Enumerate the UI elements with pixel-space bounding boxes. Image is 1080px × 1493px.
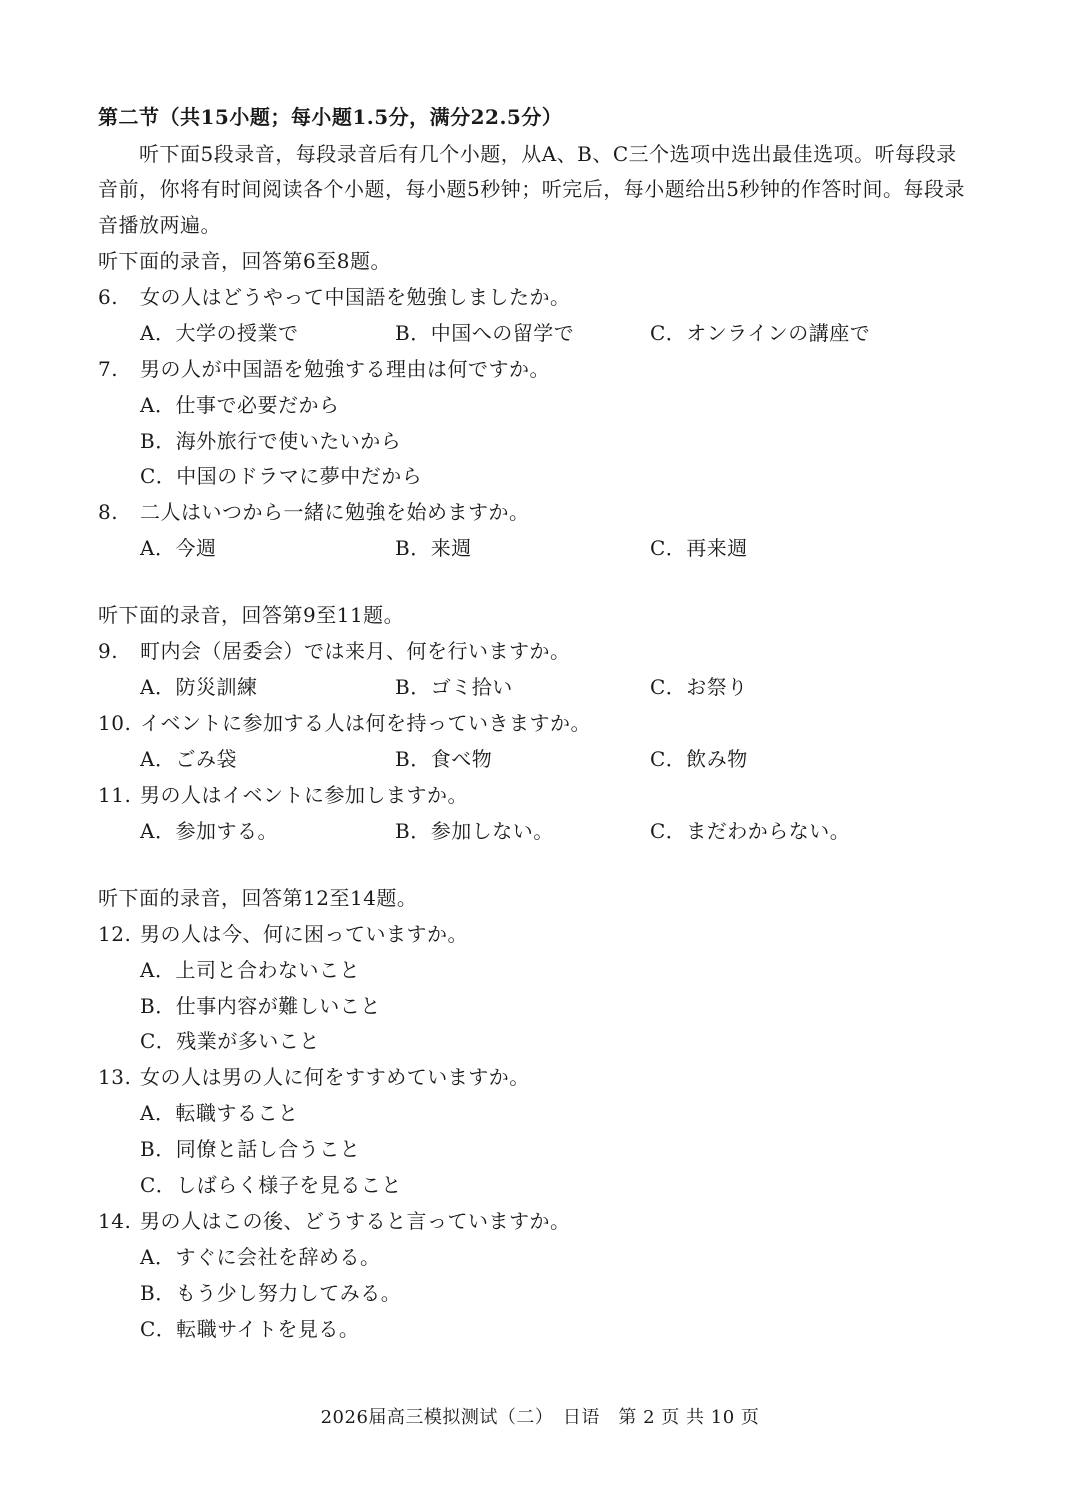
question-text: 町内会（居委会）では来月、何を行いますか。 <box>140 639 571 663</box>
option-c: C．オンラインの講座で <box>650 321 871 345</box>
question-text: 男の人はイベントに参加しますか。 <box>140 783 468 807</box>
option-b: B．中国への留学で <box>395 321 575 345</box>
option-c: C．再来週 <box>650 536 748 560</box>
instructions-line: 听下面5段录音，每段录音后有几个小题，从A、B、C三个选项中选出最佳选项。听每段录 <box>98 142 957 166</box>
question-text: 男の人が中国語を勉強する理由は何ですか。 <box>140 357 550 381</box>
option-b: B．食べ物 <box>395 747 493 771</box>
option-a: A．防災訓練 <box>140 675 258 699</box>
option-b: B．もう少し努力してみる。 <box>140 1281 402 1305</box>
option-c: C．お祭り <box>650 675 748 699</box>
question-number: 13. <box>98 1065 132 1089</box>
question-text: 男の人は今、何に困っていますか。 <box>140 922 468 946</box>
question-number: 9. <box>98 639 119 663</box>
option-c: C．飲み物 <box>650 747 748 771</box>
option-c: C．中国のドラマに夢中だから <box>140 464 423 488</box>
question-number: 10. <box>98 711 132 735</box>
option-a: A．ごみ袋 <box>140 747 237 771</box>
option-b: B．来週 <box>395 536 472 560</box>
option-b: B．参加しない。 <box>395 819 554 843</box>
option-a: A．転職すること <box>140 1101 299 1125</box>
option-b: B．海外旅行で使いたいから <box>140 429 402 453</box>
option-b: B．仕事内容が難しいこと <box>140 994 381 1018</box>
instructions-line: 音播放两遍。 <box>98 213 221 237</box>
question-number: 14. <box>98 1209 132 1233</box>
option-a: A．大学の授業で <box>140 321 299 345</box>
group-intro: 听下面的录音，回答第9至11题。 <box>98 603 405 627</box>
option-a: A．上司と合わないこと <box>140 958 360 982</box>
option-a: A．仕事で必要だから <box>140 393 340 417</box>
question-text: イベントに参加する人は何を持っていきますか。 <box>140 711 591 735</box>
group-intro: 听下面的录音，回答第6至8题。 <box>98 249 391 273</box>
option-a: A．すぐに会社を辞める。 <box>140 1245 381 1269</box>
question-text: 女の人は男の人に何をすすめていますか。 <box>140 1065 530 1089</box>
page-footer: 2026届高三模拟测试（二） 日语 第 2 页 共 10 页 <box>320 1407 760 1428</box>
question-number: 12. <box>98 922 132 946</box>
option-b: B．同僚と話し合うこと <box>140 1137 361 1161</box>
question-number: 7. <box>98 357 119 381</box>
option-a: A．今週 <box>140 536 217 560</box>
option-b: B．ゴミ拾い <box>395 675 513 699</box>
question-text: 女の人はどうやって中国語を勉強しましたか。 <box>140 285 571 309</box>
group-intro: 听下面的录音，回答第12至14题。 <box>98 886 418 910</box>
section-heading: 第二节（共15小题；每小题1.5分，满分22.5分） <box>98 105 563 129</box>
instructions-line: 音前，你将有时间阅读各个小题，每小题5秒钟；听完后，每小题给出5秒钟的作答时间。每段录 <box>98 177 965 201</box>
question-number: 6. <box>98 285 119 309</box>
question-number: 11. <box>98 783 132 807</box>
question-number: 8. <box>98 500 119 524</box>
option-a: A．参加する。 <box>140 819 278 843</box>
option-c: C．転職サイトを見る。 <box>140 1317 360 1341</box>
option-c: C．しばらく様子を見ること <box>140 1173 402 1197</box>
question-text: 男の人はこの後、どうすると言っていますか。 <box>140 1209 571 1233</box>
option-c: C．まだわからない。 <box>650 819 851 843</box>
option-c: C．残業が多いこと <box>140 1029 320 1053</box>
question-text: 二人はいつから一緒に勉強を始めますか。 <box>140 500 530 524</box>
